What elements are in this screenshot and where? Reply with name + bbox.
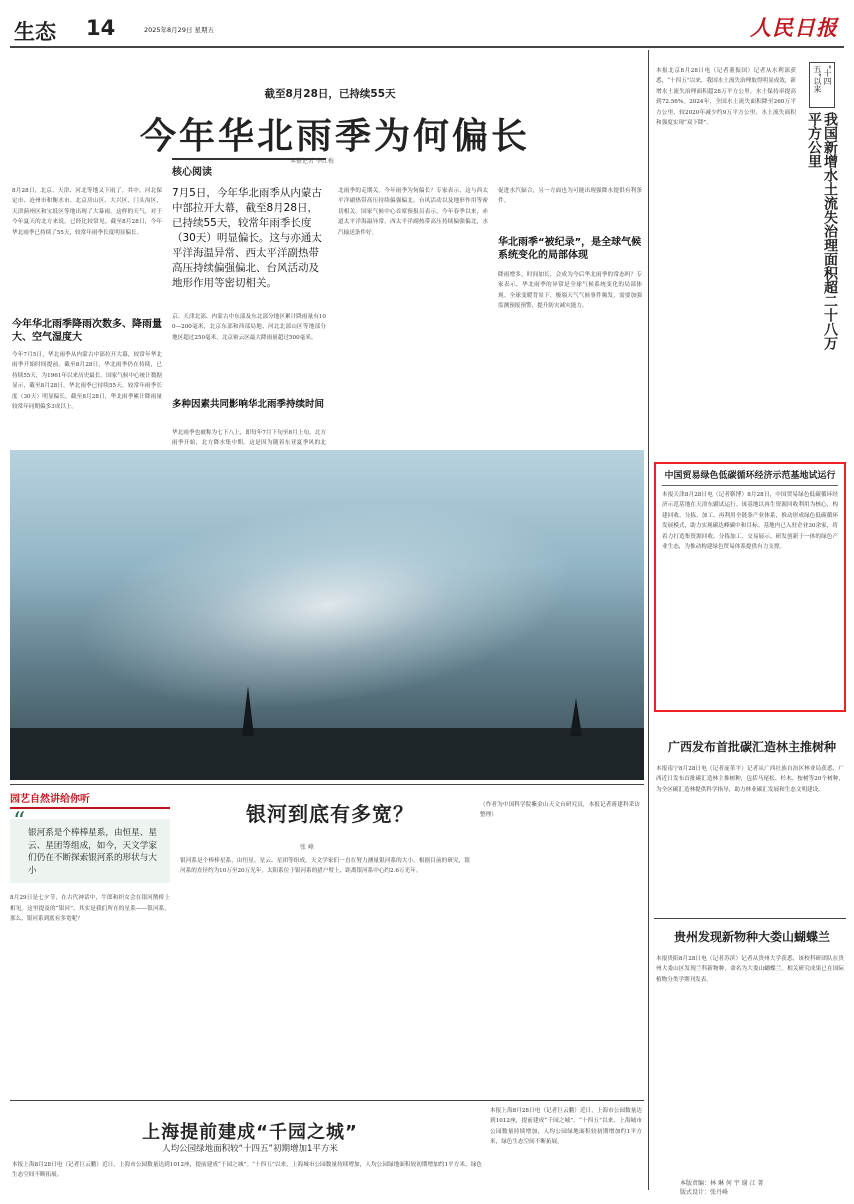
page-credits (680, 1178, 763, 1196)
water-soil-headline: 我国新增水土流失治理面积超二十八万平方公里 (806, 112, 838, 350)
lead-col1-p1: 8月28日，北京、天津、河北等地又下雨了。其中，河北保定市、沧州市和衡水市、北京房山区、大兴区、门头沟区，天津蓟州区和宝坻区等地出现了大暴雨。这样的天气，对于今年夏天的北方来说，已经比较常见。截至8月28日，今年华北雨季已持续了55天，较常年雨季长度明显偏长。 (12, 188, 162, 236)
masthead-rule (10, 46, 844, 48)
column-divider (648, 50, 649, 1190)
shanghai-text-cont: 本报上海8月28日电（记者巨云鹏）近日，上海市公园数量达到1012座，提前建成“千园之城”。“十四五”以来，上海城市公园数量持续增加，人均公园绿地面积较初期增加约1平方米，绿色生态空间不断拓展。 (490, 1108, 642, 1146)
milky-way-glow (23, 451, 627, 740)
lead-kicker: 截至8月28日，已持续55天 (264, 88, 396, 100)
newspaper-logo: 人民日报 (750, 15, 838, 40)
galaxy-text: 银河系是个棒棒星系，由恒星、星云、星团等组成。天文学家们一直在努力测量银河系的大小。根据目前的研究，银河系的直径约为10万至20万光年，太阳系位于银河系的猎户臂上，距离银河系中心约2.6万光年。 (180, 858, 470, 875)
lead-subhead-1: 今年华北雨季降雨次数多、降雨量大、空气湿度大 (12, 319, 162, 343)
lead-subhead-3: 华北雨季“被纪录”，是全球气候系统变化的局部体现 (498, 237, 642, 261)
guizhou-headline: 贵州发现新物种大娄山蝴蝶兰 (673, 930, 830, 944)
water-soil-story-text: 本报北京8月28日电（记者董振国）记者从水利部获悉，“十四五”以来，我国水土流失治理取得明显成效，新增水土流失治理面积超28万平方公里，水土保持率提高到72.56%。2024年，全国水土流失面积降至260万平方公里，较2020年减少约9万平方公里，水土流失面积和强度实现“双下降”。 (656, 68, 796, 127)
power-tower-icon (570, 698, 582, 736)
lead-col1-p2: 今年7月5日，华北雨季从内蒙古中部拉开大幕，较常年华北雨季开始时间提前。截至8月28日，华北雨季仍在持续，已持续55天，为1961年以来历史最长。国家气候中心统计数据显示，截至8月28日，华北雨季已持续55天，较常年雨季长度（30天）明显偏长。截至8月28日，华北雨季累计降雨量较常年同期偏多3成以上。 (12, 352, 163, 411)
core-reading-text: 7月5日，今年华北雨季从内蒙古中部拉开大幕，截至8月28日，已持续55天，较常年雨季长度（30天）明显偏长。这与亦通太平洋海温异常、西太平洋副热带高压持续偏强偏北、台风活动及地形作用等密切相关。 (172, 187, 322, 289)
galaxy-credit: （作者为中国科学院紫金山天文台研究员，本报记者蒋建科采访整理） (480, 802, 640, 819)
shanghai-subheadline: 人均公园绿地面积较“十四五”初期增加1平方米 (162, 1144, 338, 1154)
section-divider (10, 1100, 644, 1101)
green-trade-text: 本报天津8月28日电（记者靳博）8月28日，中国贸易绿色低碳循环经济示范基地在天津东疆试运行。该基地以再生资源回收利用为核心，构建回收、分拣、加工、再利用全链条产业体系，推动形成绿色低碳循环发展模式，助力实现碳达峰碳中和目标。基地内已入驻企业30余家，将着力打造集资源回收、分拣加工、交易展示、研发创新于一体的绿色产业生态，为推动构建绿色贸易体系提供有力支撑。 (662, 492, 838, 551)
lead-col4-p1: 促进水汽辐合，另一方面也为可能出现强降水提供有利条件。 (498, 188, 642, 205)
galaxy-headline: 银河到底有多宽？ (246, 802, 414, 826)
issue-date: 2025年8月29日 星期五 (144, 26, 215, 34)
lead-byline: 本报记者 李红梅 (290, 158, 334, 165)
section-name: 生态 (14, 20, 56, 44)
core-reading-box (172, 158, 326, 298)
sidebar-quote: “ 银河系是个棒棒星系，由恒星、星云、星团等组成，如今，天文学家们仍在不断探索银河系的形状与大小 (10, 819, 170, 883)
water-soil-headline-block (806, 62, 838, 362)
sidebar-title: 园艺自然讲给你听 (10, 790, 170, 809)
ground-silhouette (10, 728, 644, 780)
designer-credit: 版式设计：张丹峰 (680, 1189, 729, 1196)
green-trade-title: 中国贸易绿色低碳循环经济示范基地试运行 (662, 464, 838, 486)
guizhou-text: 本报贵阳8月28日电（记者苏滨）记者从贵州大学获悉，该校科研团队在贵州大娄山区发现兰科新物种，命名为大娄山蝴蝶兰。相关研究成果已在国际植物分类学期刊发表。 (656, 956, 844, 983)
galaxy-author: 张 峰 (300, 844, 314, 851)
science-sidebar (10, 790, 170, 1170)
guangxi-headline: 广西发布首批碳汇造林主推树种 (667, 740, 836, 754)
shanghai-text: 本报上海8月28日电（记者巨云鹏）近日，上海市公园数量达到1012座，提前建成“千园之城”。“十四五”以来，上海城市公园数量持续增加，人均公园绿地面积较初期增加约1平方米，绿色生态空间不断拓展。 (12, 1162, 482, 1179)
page-number: 14 (86, 16, 116, 40)
lead-col4-p2: 降雨增多，时间加长，会成为今后华北雨季的常态吗？专家表示，华北雨季的异常是全球气候系统变化的局部体现。全球变暖背景下，极端天气气候事件频发，需要加强监测预报预警，提升防灾减灾能力。 (498, 272, 642, 310)
lead-subhead-2: 多种因素共同影响华北雨季持续时间 (172, 399, 325, 410)
sidebar-text: 8月29日是七夕节，在古代神话中，牛郎和织女会在银河鹊桥上相见。这里提及的“银河”，其实是我们所在的星系——银河系。那么，银河系到底有多宽呢？ (10, 895, 170, 923)
editors-credit: 本版责编：林 琳 何 宇 谢 江 菁 (680, 1180, 764, 1187)
lead-col3-p1: 北雨季的走期关。今年雨季为何偏长？专家表示，这与西太平洋副热带高压持续偏强偏北，台风活动以及地形作用等密切相关。国家气候中心首席预报员表示，今年春季以来，赤道太平洋海温异常，西太平洋副热带高压持续偏强偏北，水汽输送条件好。 (338, 188, 488, 236)
water-soil-tag: “十四五”以来 (809, 62, 835, 108)
lead-col2-p1: 京、天津北部、内蒙古中东部及东北部分地区累计降雨量有100—200毫米，北京东部和西部局地、河北北部山区等地部分地区超过250毫米，北京密云区最大降雨量超过500毫米。 (172, 314, 326, 341)
lead-col2-p2: 华北雨季也被称为七下八上，即每年7月下旬至8月上旬，北方雨季开始，北方降水集中期。这是因为随着东亚夏季风的北 (172, 430, 326, 447)
shanghai-headline: 上海提前建成“千园之城” (142, 1122, 358, 1143)
guangxi-text: 本报南宁8月28日电（记者庞革平）记者从广西壮族自治区林业局获悉，广西近日发布首批碳汇造林主推树种，包括马尾松、杉木、桉树等20个树种，为全区碳汇造林提供科学指导，助力林业碳汇发展和生态文明建设。 (656, 766, 844, 793)
milky-way-photo (10, 450, 644, 780)
story-divider (654, 918, 846, 919)
power-tower-icon (242, 686, 254, 736)
green-trade-box (654, 462, 846, 712)
core-reading-title: 核心阅读 (172, 158, 326, 178)
section-divider (10, 784, 644, 785)
lead-headline: 今年华北雨季为何偏长 (139, 116, 530, 157)
